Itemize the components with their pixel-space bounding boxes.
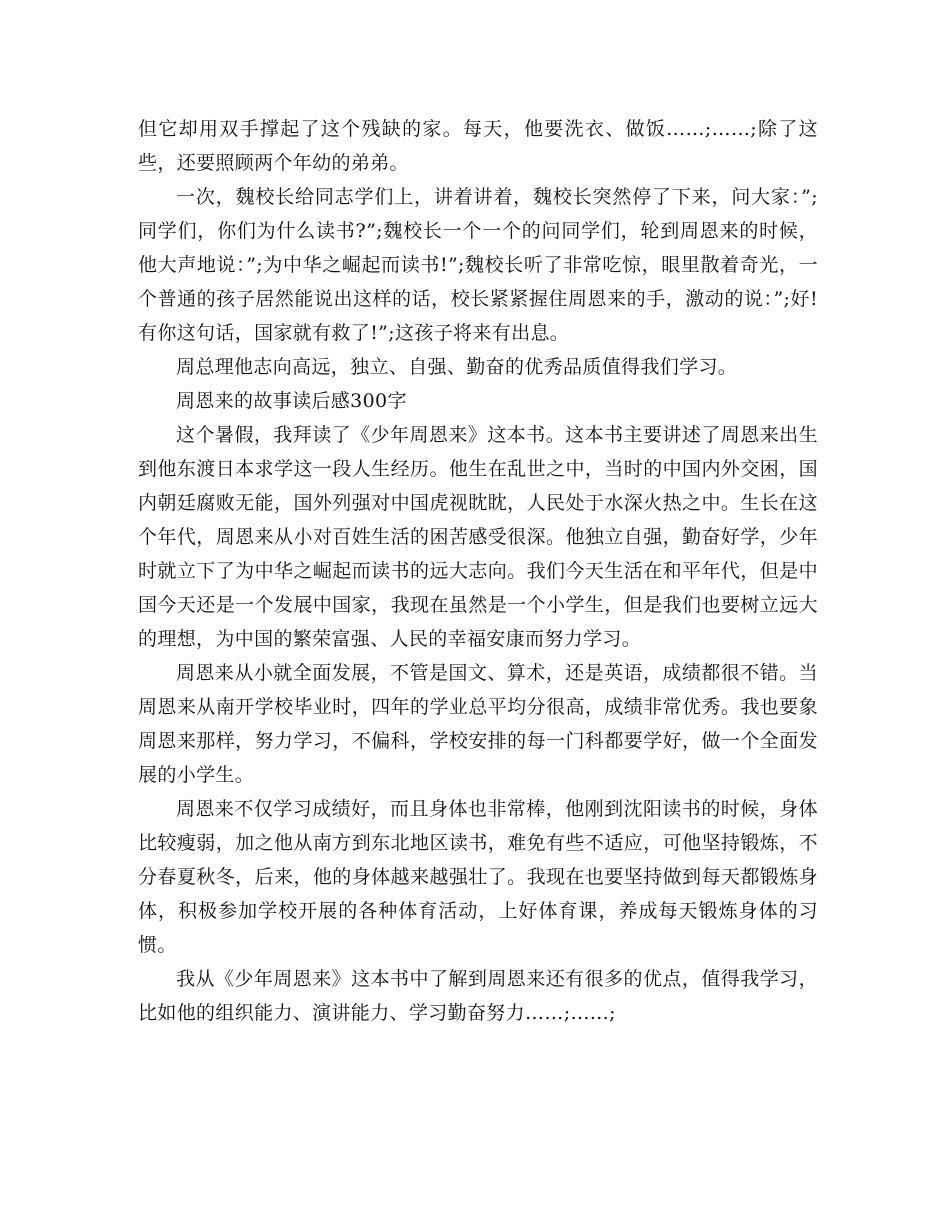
paragraph-summary: 周总理他志向高远，独立、自强、勤奋的优秀品质值得我们学习。 bbox=[176, 356, 738, 378]
paragraph-physical-fitness: 周恩来不仅学习成绩好，而且身体也非常棒，他刚到沈阳读书的时候，身体比较瘦弱，加之他从南方到东北地区读书，难免有些不适应，可他坚持锻炼，不分春夏秋冬，后来，他的身体越来越强壮了。我现在也要坚持做到每天都锻炼身体，积极参加学校开展的各种体育活动，上好体育课，养成每天锻炼身体的习惯。 bbox=[138, 798, 818, 956]
paragraph-continuation: 但它却用双手撑起了这个残缺的家。每天，他要洗衣、做饭……;……;除了这些，还要照顾两个年幼的弟弟。 bbox=[138, 118, 818, 174]
paragraph-summer-reading: 这个暑假，我拜读了《少年周恩来》这本书。这本书主要讲述了周恩来出生到他东渡日本求学这一段人生经历。他生在乱世之中，当时的中国内外交困，国内朝廷腐败无能，国外列强对中国虎视眈眈，人民处于水深火热之中。生长在这个年代，周恩来从小对百姓生活的困苦感受很深。他独立自强，勤奋好学，少年时就立下了为中华之崛起而读书的远大志向。我们今天生活在和平年代，但是中国今天还是一个发展中国家，我现在虽然是一个小学生，但是我们也要树立远大的理想，为中国的繁荣富强、人民的幸福安康而努力学习。 bbox=[138, 424, 818, 650]
document-body bbox=[138, 112, 818, 1030]
paragraph-principal-story: 一次，魏校长给同志学们上，讲着讲着，魏校长突然停了下来，问大家：”;同学们，你们为什么读书?”;魏校长一个一个的问同学们，轮到周恩来的时候，他大声地说：”;为中华之崛起而读书!”;魏校长听了非常吃惊，眼里散着奇光，一个普通的孩子居然能说出这样的话，校长紧紧握住周恩来的手，激动的说：”;好!有你这句话，国家就有救了!”;这孩子将来有出息。 bbox=[138, 186, 818, 344]
paragraph-all-round: 周恩来从小就全面发展，不管是国文、算术，还是英语，成绩都很不错。当周恩来从南开学校毕业时，四年的学业总平均分很高，成绩非常优秀。我也要象周恩来那样，努力学习，不偏科，学校安排的每一门科都要学好，做一个全面发展的小学生。 bbox=[138, 662, 818, 786]
paragraph-conclusion: 我从《少年周恩来》这本书中了解到周恩来还有很多的优点，值得我学习，比如他的组织能力、演讲能力、学习勤奋努力……;……; bbox=[138, 968, 818, 1024]
section-heading: 周恩来的故事读后感300字 bbox=[176, 390, 407, 412]
